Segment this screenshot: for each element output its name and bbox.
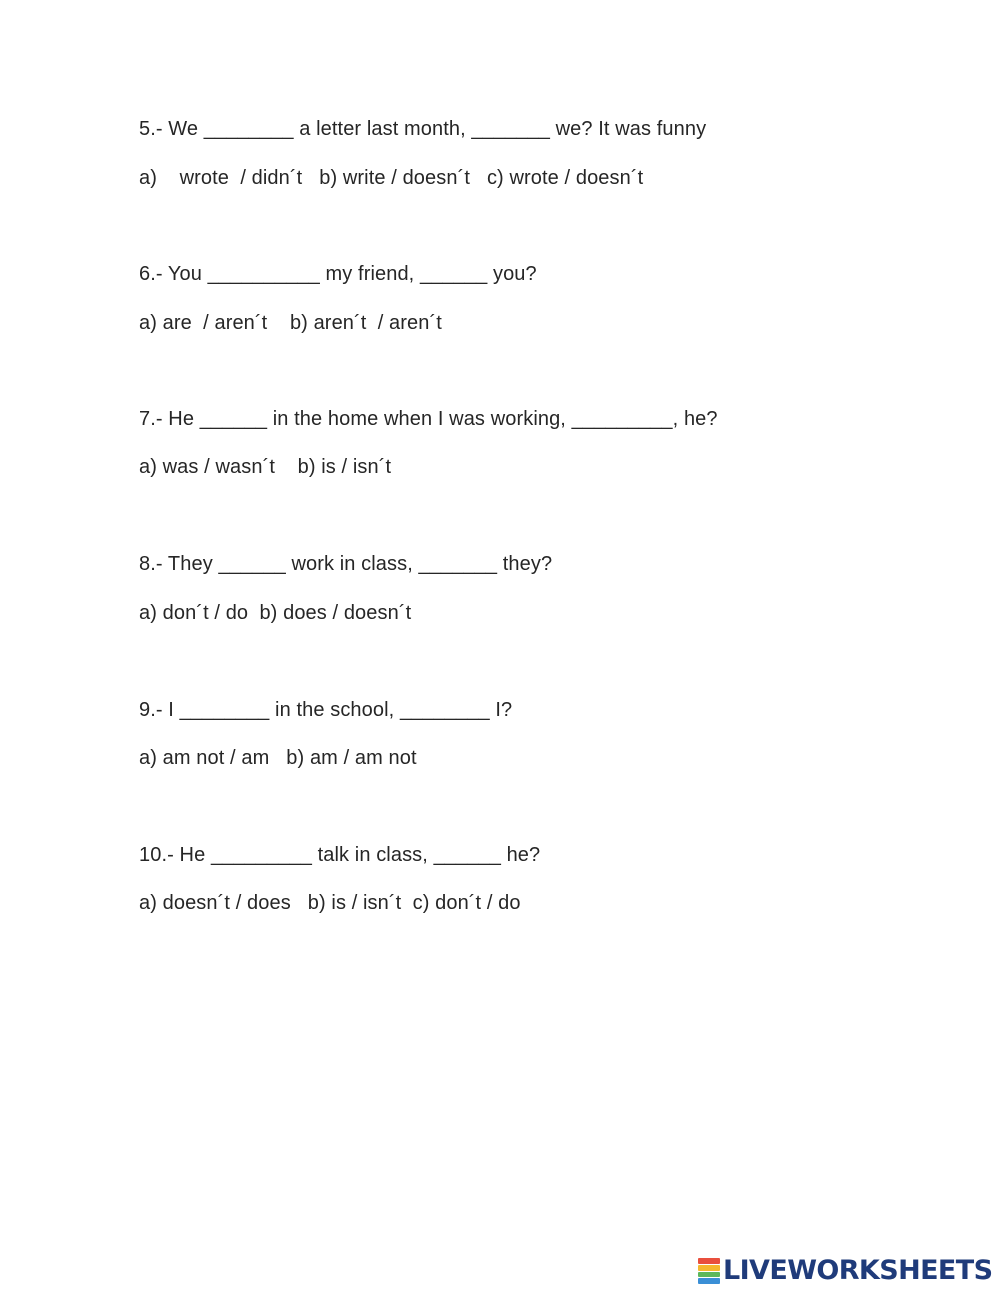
logo-mark-block-green	[698, 1272, 720, 1278]
question-10-stem: 10.- He _________ talk in class, ______ he?	[139, 844, 541, 866]
question-6-stem: 6.- You __________ my friend, ______ you?	[139, 263, 537, 285]
logo-mark-block-blue	[698, 1278, 720, 1284]
question-7-stem: 7.- He ______ in the home when I was working, _________, he?	[139, 408, 718, 430]
question-8-stem: 8.- They ______ work in class, _______ they?	[139, 553, 553, 575]
question-7-options: a) was / wasn´t b) is / isn´t	[139, 456, 392, 478]
question-9-stem: 9.- I ________ in the school, ________ I?	[139, 699, 513, 721]
liveworksheets-logo	[698, 1254, 992, 1288]
liveworksheets-logo-icon	[698, 1258, 720, 1284]
question-5-stem: 5.- We ________ a letter last month, _______ we? It was funny	[139, 118, 707, 140]
question-8-options: a) don´t / do b) does / doesn´t	[139, 602, 412, 624]
question-5-options: a) wrote / didn´t b) write / doesn´t c) wrote / doesn´t	[139, 167, 644, 189]
logo-mark-block-yellow	[698, 1265, 720, 1271]
question-9-options: a) am not / am b) am / am not	[139, 747, 417, 769]
question-10-options: a) doesn´t / does b) is / isn´t c) don´t / do	[139, 892, 521, 914]
logo-text: LIVEWORKSHEETS	[723, 1255, 993, 1286]
question-6-options: a) are / aren´t b) aren´t / aren´t	[139, 312, 442, 334]
logo-mark-block-red	[698, 1258, 720, 1264]
